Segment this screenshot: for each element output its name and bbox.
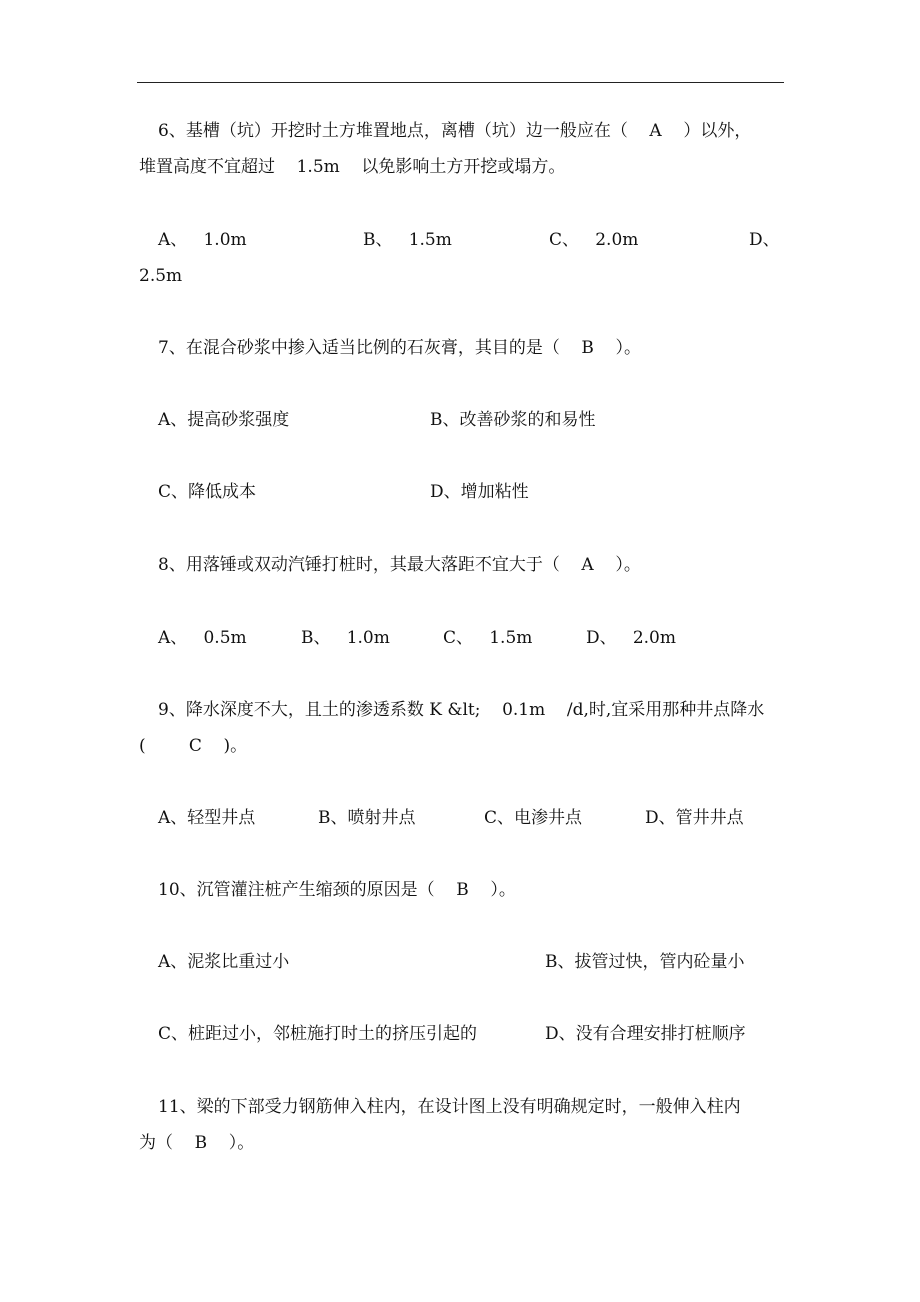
question-10-option-a: A、泥浆比重过小 bbox=[158, 952, 290, 972]
header-rule bbox=[137, 82, 784, 83]
question-8-stem: 8、用落锤或双动汽锤打桩时，其最大落距不宜大于（ A ）。 bbox=[158, 555, 641, 575]
question-11-stem-continued: 为（ B ）。 bbox=[139, 1133, 255, 1153]
question-6-option-d-value: 2.5m bbox=[139, 266, 183, 286]
question-9-option-d: D、管井井点 bbox=[645, 808, 744, 828]
question-9-stem: 9、降水深度不大，且土的渗透系数 K &lt; 0.1m /d,时,宜采用那种井点降水 bbox=[158, 700, 765, 720]
question-11-stem: 11、梁的下部受力钢筋伸入柱内，在设计图上没有明确规定时，一般伸入柱内 bbox=[158, 1097, 741, 1117]
question-8-option-c: C、 1.5m bbox=[443, 628, 533, 648]
question-10-option-d: D、没有合理安排打桩顺序 bbox=[545, 1024, 746, 1044]
question-8-option-d: D、 2.0m bbox=[586, 628, 676, 648]
question-9-option-c: C、电渗井点 bbox=[484, 808, 583, 828]
question-10-option-b: B、拔管过快，管内砼量小 bbox=[545, 952, 745, 972]
question-6-stem-continued: 堆置高度不宜超过 1.5m 以免影响土方开挖或塌方。 bbox=[139, 157, 566, 177]
question-6-stem: 6、基槽（坑）开挖时土方堆置地点，离槽（坑）边一般应在（ A ）以外， bbox=[158, 121, 752, 141]
question-7-option-a: A、提高砂浆强度 bbox=[158, 410, 290, 430]
question-8-option-a: A、 0.5m bbox=[158, 628, 247, 648]
question-6-option-a: A、 1.0m bbox=[158, 230, 247, 250]
question-6-option-d: D、 bbox=[749, 230, 780, 250]
question-9-option-a: A、轻型井点 bbox=[158, 808, 256, 828]
question-6-option-c: C、 2.0m bbox=[549, 230, 639, 250]
question-6-option-b: B、 1.5m bbox=[363, 230, 452, 250]
question-10-option-c: C、桩距过小，邻桩施打时土的挤压引起的 bbox=[158, 1024, 478, 1044]
question-9-stem-continued: ( C )。 bbox=[139, 736, 248, 756]
question-7-option-c: C、降低成本 bbox=[158, 482, 257, 502]
question-7-option-d: D、增加粘性 bbox=[430, 482, 529, 502]
question-8-option-b: B、 1.0m bbox=[301, 628, 390, 648]
question-7-option-b: B、改善砂浆的和易性 bbox=[430, 410, 596, 430]
question-9-option-b: B、喷射井点 bbox=[318, 808, 416, 828]
question-10-stem: 10、沉管灌注桩产生缩颈的原因是（ B ）。 bbox=[158, 880, 516, 900]
question-7-stem: 7、在混合砂浆中掺入适当比例的石灰膏，其目的是（ B ）。 bbox=[158, 338, 642, 358]
